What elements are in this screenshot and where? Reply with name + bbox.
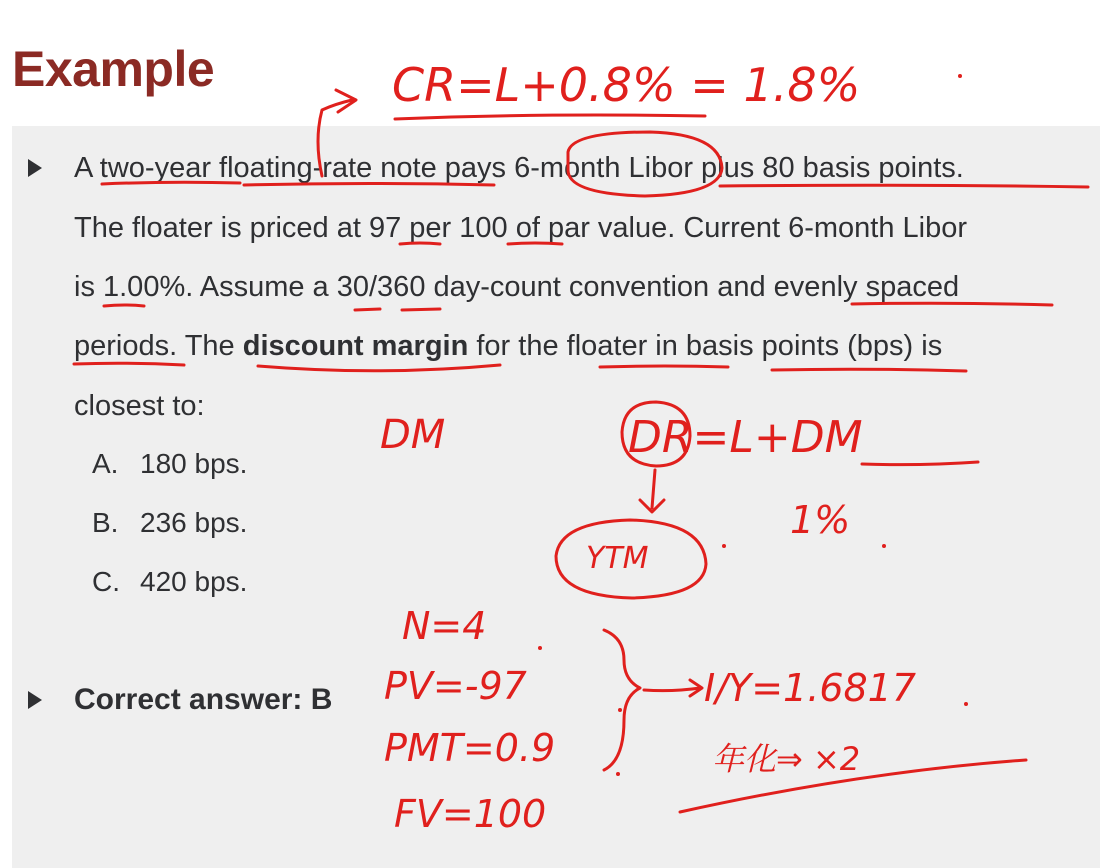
question-line-2: The floater is priced at 97 per 100 of par value. Current 6-month Libor [74, 212, 968, 244]
circle-6-month [568, 132, 722, 196]
underline-floater [600, 366, 728, 367]
cr-formula-note: CR=L+0.8% = 1.8% [392, 58, 861, 112]
option-b-letter: B. [92, 507, 119, 538]
option-c-letter: C. [92, 566, 120, 597]
underline-discount-margin [258, 365, 500, 371]
slide-title: Example [12, 41, 215, 97]
pv-note: PV=-97 [384, 664, 527, 708]
option-b-text: 236 bps. [140, 507, 248, 538]
question-line-4-end: for the floater in basis points (bps) is [468, 330, 943, 362]
annualize-note: 年化⇒ ×2 [712, 740, 861, 778]
dr-formula-note: DR=L+DM [628, 412, 863, 463]
underline-1-percent [104, 305, 144, 306]
brace-inputs [604, 630, 640, 770]
underline-360 [402, 309, 440, 310]
fv-note: FV=100 [394, 792, 547, 836]
pointer-arrow-icon [318, 100, 352, 176]
underline-100 [508, 243, 562, 244]
circle-ytm [556, 520, 706, 598]
question-line-1: A two-year floating-rate note pays 6-month Libor plus 80 basis points. [74, 152, 964, 184]
iy-result-note: I/Y=1.6817 [704, 666, 917, 710]
option-a-text: 180 bps. [140, 448, 248, 479]
correct-answer: Correct answer: B [74, 683, 333, 716]
underline-basis-points [772, 369, 966, 371]
cr-underline [395, 115, 705, 119]
ytm-note: YTM [586, 541, 649, 576]
question-line-3: is 1.00%. Assume a 30/360 day-count convention and evenly spaced [74, 271, 960, 303]
option-a-letter: A. [92, 448, 119, 479]
option-c-text: 420 bps. [140, 566, 248, 597]
underline-dm [862, 462, 978, 465]
arrow-dr-to-ytm-icon [652, 470, 655, 508]
underline-floating-rate [244, 184, 494, 186]
n-note: N=4 [402, 604, 487, 648]
one-percent-note: 1% [790, 498, 851, 542]
arrow-to-iy-icon [644, 688, 700, 691]
underline-97 [400, 243, 440, 244]
answer-underline [680, 760, 1026, 812]
discount-margin-term: discount margin [242, 330, 469, 362]
underline-libor-plus [720, 185, 1088, 187]
question-line-4-start: periods. The [74, 330, 243, 362]
dm-note: DM [380, 412, 446, 458]
underline-two-year [102, 182, 240, 184]
pmt-note: PMT=0.9 [384, 726, 556, 770]
question-line-5: closest to: [74, 390, 205, 422]
underline-evenly-spaced [852, 303, 1052, 305]
underline-periods [74, 363, 184, 365]
circle-dr [622, 402, 690, 466]
underline-30 [355, 309, 380, 310]
